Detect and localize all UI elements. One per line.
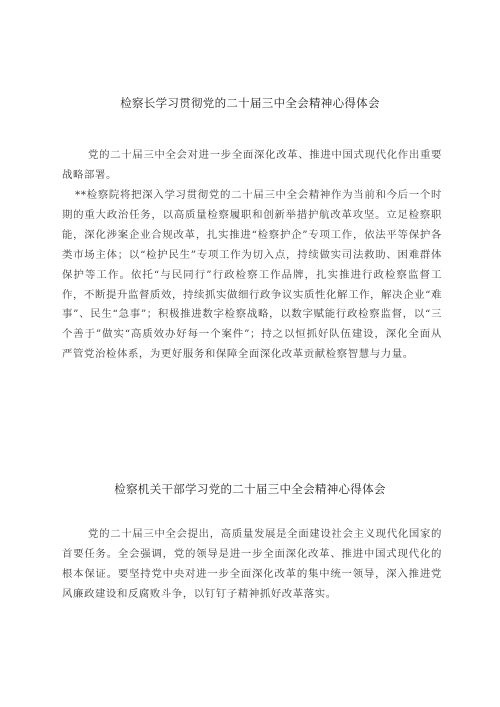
section-1-paragraph-1: 党的二十届三中全会对进一步全面深化改革、推进中国式现代化作出重要战略部署。 [62,149,442,181]
section-1-paragraph-2: **检察院将把深入学习贯彻党的二十届三中全会精神作为当前和今后一个时期的重大政治任务，以高质量检察履职和创新举措护航改革攻坚。立足检察职能，深化涉案企业合规改革，扎实推进“检察护企”专项工作，依法平等保护各类市场主体；以“检护民生”专项工作为切入点，持续做实司法救助、困难群体保护等工作。依托“与民同行”行政检察工作品牌，扎实推进行政检察监督工作，不断提升监督质效，持续抓实做细行政争议实质性化解工作，解决企业“难事”、民生“急事”；积极推进数字检察战略，以数字赋能行政检察监督，以“三个善于”做实“高质效办好每一个案件”；持之以恒抓好队伍建设，深化全面从严管党治检体系，为更好服务和保障全面深化改革贡献检察智慧与力量。 [62,189,442,361]
section-2-paragraph-1: 党的二十届三中全会提出，高质量发展是全面建设社会主义现代化国家的首要任务。全会强调，党的领导是进一步全面深化改革、推进中国式现代化的根本保证。要坚持党中央对进一步全面深化改革的集中统一领导，深入推进党风廉政建设和反腐败斗争，以钉钉子精神抓好改革落实。 [62,528,442,600]
section-2-title: 检察机关干部学习党的二十届三中全会精神心得体会 [114,482,386,496]
section-1-title: 检察长学习贯彻党的二十届三中全会精神心得体会 [120,96,380,110]
